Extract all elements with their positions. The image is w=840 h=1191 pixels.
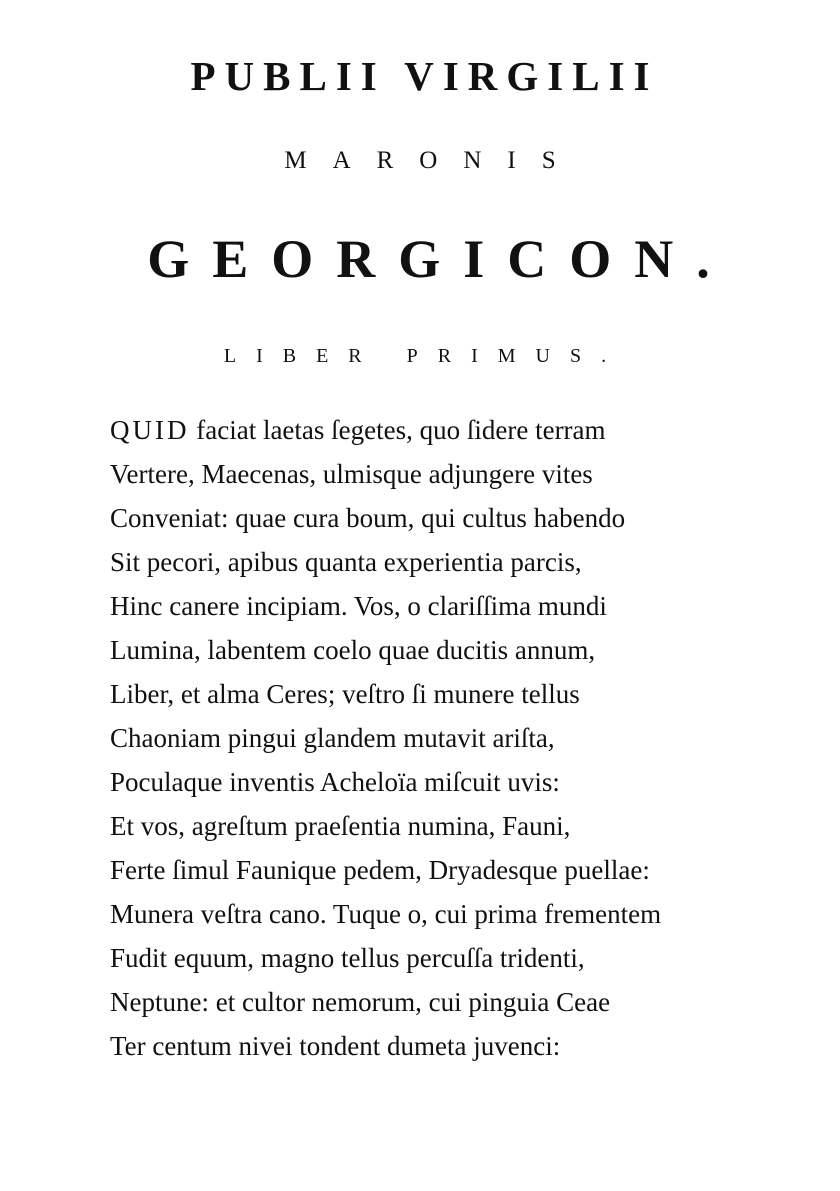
author-name-line: PUBLII VIRGILII (190, 53, 659, 99)
work-title: GEORGICON. (147, 229, 733, 289)
verse-line-15: Ter centum nivei tondent dumeta juvenci: (110, 1031, 561, 1061)
verse-line-14: Neptune: et cultor nemorum, cui pinguia Ceae (110, 987, 611, 1017)
verse-initial-word: QUID (110, 415, 190, 445)
verse-line-6: Lumina, labentem coelo quae ducitis annum, (110, 635, 596, 665)
verse-line-12: Munera veſtra cano. Tuque o, cui prima frementem (110, 899, 662, 929)
verse-line-8: Chaoniam pingui glandem mutavit ariſta, (110, 723, 555, 753)
verse-line-10: Et vos, agreſtum praeſentia numina, Fauni, (110, 811, 571, 841)
poem-verses (110, 408, 810, 1068)
verse-line-7: Liber, et alma Ceres; veſtro ſi munere tellus (110, 679, 580, 709)
book-title: LIBER PRIMUS. (223, 345, 627, 367)
author-surname-line: MARONIS (284, 147, 582, 174)
verse-line-3: Conveniat: quae cura boum, qui cultus habendo (110, 503, 626, 533)
verse-line-2: Vertere, Maecenas, ulmisque adjungere vites (110, 459, 593, 489)
verse-text: faciat laetas ſegetes, quo ſidere terram (189, 415, 606, 445)
verse-line-11: Ferte ſimul Faunique pedem, Dryadesque puellae: (110, 855, 650, 885)
verse-line-5: Hinc canere incipiam. Vos, o clariſſima mundi (110, 591, 607, 621)
verse-line-9: Poculaque inventis Acheloïa miſcuit uvis: (110, 767, 560, 797)
verse-line-4: Sit pecori, apibus quanta experientia parcis, (110, 547, 582, 577)
verse-line-1 (110, 408, 810, 452)
verse-line-13: Fudit equum, magno tellus percuſſa tridenti, (110, 943, 585, 973)
